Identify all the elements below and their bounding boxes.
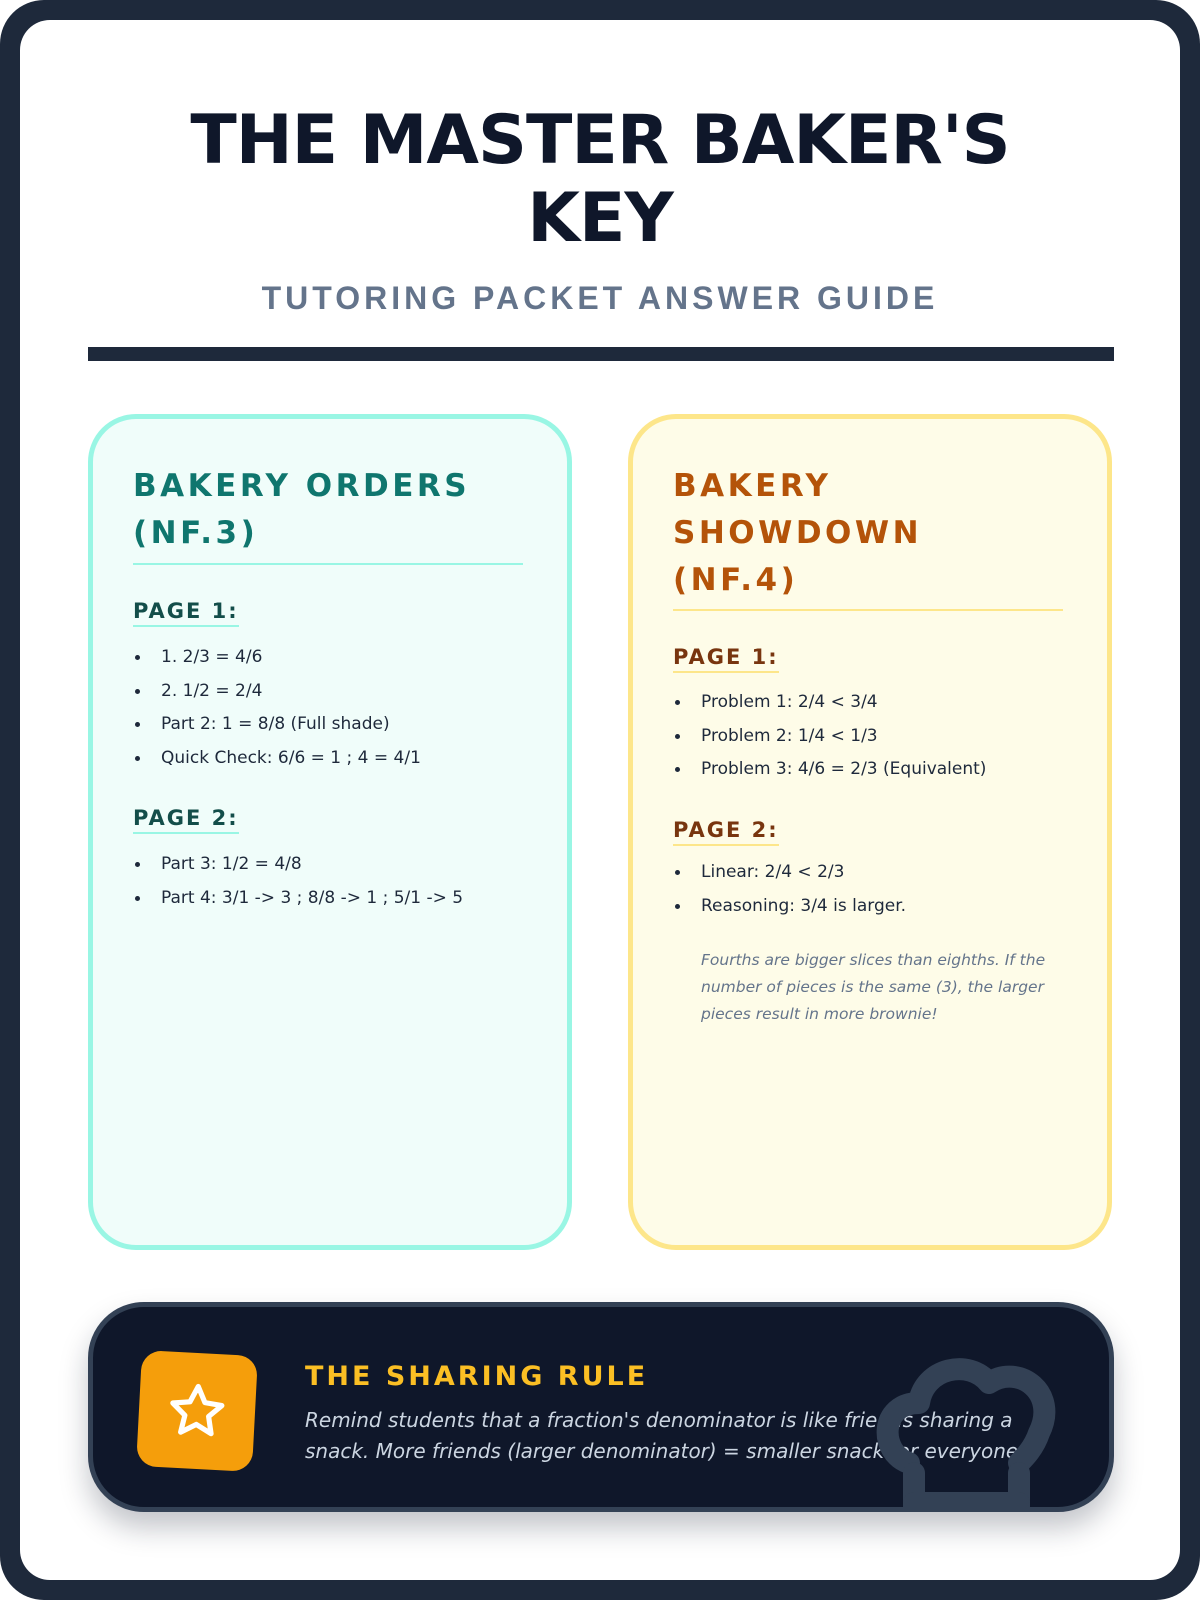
answer-key-sheet (20, 20, 1180, 1580)
banner-text: Remind students that a fraction's denominator is like friends sharing a snack. More friends (larger denominator) = smaller snack for everyone! (305, 1408, 1027, 1463)
sharing-rule-banner (88, 1302, 1114, 1512)
page-title-line-1: THE MASTER BAKER'S (190, 101, 1010, 180)
card-title-line-3: (NF.4) (673, 562, 799, 598)
page-2-answer-list (673, 861, 1093, 928)
card-title-line-1: BAKERY (673, 468, 832, 504)
page-title-line-2: KEY (527, 179, 673, 258)
bakery-showdown-card (628, 414, 1112, 1250)
card-title-line-2: (NF.3) (133, 515, 259, 551)
list-item: Problem 1: 2/4 < 3/4 (673, 691, 1093, 725)
list-item: Problem 3: 4/6 = 2/3 (Equivalent) (673, 758, 1093, 792)
card-title-line-2: SHOWDOWN (673, 515, 923, 551)
page-2-answer-list (133, 853, 553, 920)
list-item: Linear: 2/4 < 2/3 (673, 861, 1093, 895)
banner-title: THE SHARING RULE (305, 1361, 649, 1392)
reasoning-note: Fourths are bigger slices than eighths. If the number of pieces is the same (3), the larger pieces result in more brownie! (701, 951, 1046, 1023)
header-divider (88, 347, 1114, 361)
list-item: Problem 2: 1/4 < 1/3 (673, 725, 1093, 759)
card-divider (133, 563, 523, 565)
page-subtitle: TUTORING PACKET ANSWER GUIDE (261, 280, 939, 316)
list-item: 1. 2/3 = 4/6 (133, 646, 553, 680)
chef-hat-icon (869, 1353, 1069, 1512)
list-item: Part 2: 1 = 8/8 (Full shade) (133, 713, 553, 747)
card-title (133, 463, 533, 557)
list-item: Part 3: 1/2 = 4/8 (133, 853, 553, 887)
page-2-label: PAGE 2: (133, 806, 239, 834)
card-divider (673, 609, 1063, 611)
list-item: Quick Check: 6/6 = 1 ; 4 = 4/1 (133, 747, 553, 781)
page-1-answer-list (673, 691, 1093, 792)
star-icon-badge (136, 1350, 258, 1472)
list-item: 2. 1/2 = 2/4 (133, 680, 553, 714)
star-icon (164, 1378, 229, 1443)
page-1-label: PAGE 1: (133, 599, 239, 627)
list-item: Reasoning: 3/4 is larger. (673, 895, 1093, 929)
bakery-orders-card (88, 414, 572, 1250)
page-title (80, 102, 1120, 258)
card-title (673, 463, 1073, 604)
page-1-label: PAGE 1: (673, 645, 779, 673)
card-title-line-1: BAKERY ORDERS (133, 468, 471, 504)
list-item: Part 4: 3/1 -> 3 ; 8/8 -> 1 ; 5/1 -> 5 (133, 887, 553, 921)
page-2-label: PAGE 2: (673, 818, 779, 846)
page-1-answer-list (133, 646, 553, 780)
